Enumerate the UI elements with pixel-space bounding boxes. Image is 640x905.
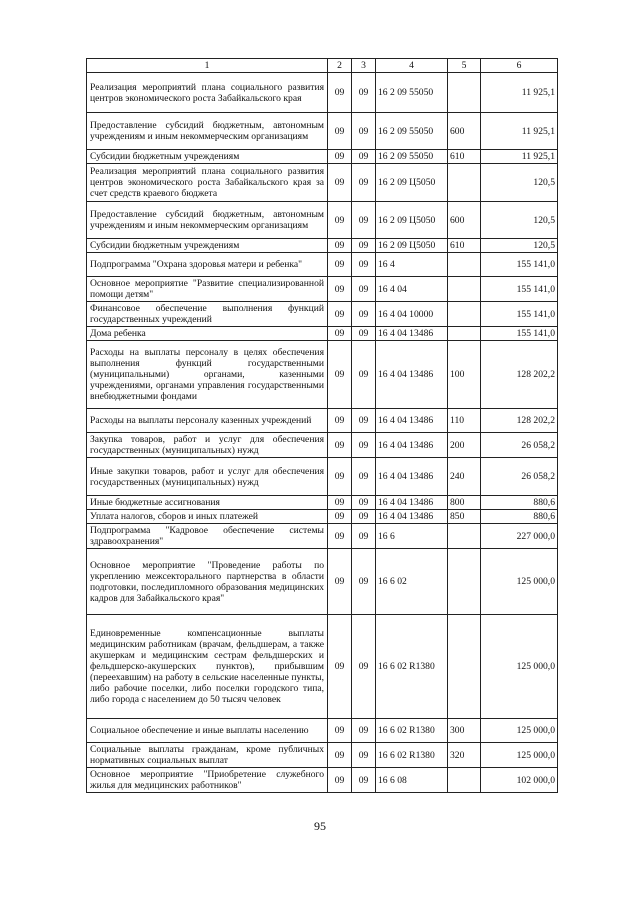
row-vr: 110 [448,409,481,433]
row-vr: 200 [448,433,481,458]
row-vr: 600 [448,113,481,150]
row-podrazdel: 09 [352,202,376,239]
table-row [87,341,558,409]
row-amount: 227 000,0 [481,524,558,549]
row-vr [448,253,481,277]
header-col-3: 3 [352,59,376,73]
row-name: Закупка товаров, работ и услуг для обеспечения государственных (муниципальных) нужд [87,433,328,458]
table-row [87,524,558,549]
table-row [87,302,558,327]
row-podrazdel: 09 [352,549,376,615]
table-row [87,719,558,743]
table-row [87,433,558,458]
row-amount: 128 202,2 [481,341,558,409]
row-razdel: 09 [328,458,352,496]
row-name: Иные бюджетные ассигнования [87,496,328,510]
row-name: Уплата налогов, сборов и иных платежей [87,510,328,524]
row-amount: 102 000,0 [481,768,558,793]
row-csr: 16 4 04 13486 [376,327,448,341]
row-razdel: 09 [328,341,352,409]
row-podrazdel: 09 [352,302,376,327]
row-amount: 125 000,0 [481,743,558,768]
row-razdel: 09 [328,719,352,743]
row-name: Субсидии бюджетным учреждениям [87,150,328,164]
row-razdel: 09 [328,253,352,277]
row-csr: 16 2 09 Ц5050 [376,202,448,239]
row-amount: 120,5 [481,239,558,253]
row-razdel: 09 [328,510,352,524]
row-vr: 100 [448,341,481,409]
row-csr: 16 2 09 55050 [376,113,448,150]
row-podrazdel: 09 [352,73,376,113]
row-name: Социальное обеспечение и иные выплаты населению [87,719,328,743]
row-amount: 11 925,1 [481,113,558,150]
row-podrazdel: 09 [352,150,376,164]
row-podrazdel: 09 [352,277,376,302]
row-razdel: 09 [328,202,352,239]
row-podrazdel: 09 [352,253,376,277]
header-col-1: 1 [87,59,328,73]
row-razdel: 09 [328,409,352,433]
row-podrazdel: 09 [352,743,376,768]
row-name: Подпрограмма "Охрана здоровья матери и ребенка" [87,253,328,277]
row-csr: 16 4 [376,253,448,277]
row-csr: 16 6 02 [376,549,448,615]
row-name: Основное мероприятие "Приобретение служебного жилья для медицинских работников" [87,768,328,793]
row-podrazdel: 09 [352,510,376,524]
row-name: Расходы на выплаты персоналу в целях обеспечения выполнения функций государственными (муниципальными) органами, казенными учреждениями, органами управления государственными внебюджетными фондами [87,341,328,409]
table-row [87,150,558,164]
row-csr: 16 2 09 55050 [376,150,448,164]
row-amount: 155 141,0 [481,302,558,327]
row-amount: 155 141,0 [481,327,558,341]
table-row [87,73,558,113]
row-razdel: 09 [328,768,352,793]
row-vr: 600 [448,202,481,239]
row-csr: 16 6 02 R1380 [376,743,448,768]
row-csr: 16 4 04 13486 [376,510,448,524]
row-razdel: 09 [328,524,352,549]
row-csr: 16 4 04 13486 [376,496,448,510]
table-row [87,458,558,496]
header-col-5: 5 [448,59,481,73]
row-name: Подпрограмма "Кадровое обеспечение системы здравоохранения" [87,524,328,549]
row-podrazdel: 09 [352,113,376,150]
row-vr: 850 [448,510,481,524]
row-name: Расходы на выплаты персоналу казенных учреждений [87,409,328,433]
row-csr: 16 6 [376,524,448,549]
row-csr: 16 2 09 Ц5050 [376,239,448,253]
table-row [87,743,558,768]
row-name: Единовременные компенсационные выплаты медицинским работникам (врачам, фельдшерам, а также акушеркам и медицинским сестрам фельдшерских и фельдшерско-акушерских пунктов), прибывшим (переехавшим) на работу в сельские населенные пункты, либо рабочие поселки, либо поселки городского типа, либо города с населением до 50 тысяч человек [87,615,328,719]
table-row [87,277,558,302]
row-podrazdel: 09 [352,327,376,341]
header-col-2: 2 [328,59,352,73]
row-vr [448,164,481,202]
row-amount: 128 202,2 [481,409,558,433]
row-podrazdel: 09 [352,719,376,743]
budget-table [86,58,558,793]
row-vr: 610 [448,150,481,164]
row-name: Субсидии бюджетным учреждениям [87,239,328,253]
row-amount: 880,6 [481,510,558,524]
row-vr [448,73,481,113]
row-podrazdel: 09 [352,615,376,719]
row-razdel: 09 [328,302,352,327]
row-vr: 300 [448,719,481,743]
row-name: Реализация мероприятий плана социального развития центров экономического роста Забайкальского края за счет средств краевого бюджета [87,164,328,202]
table-row [87,510,558,524]
row-vr [448,327,481,341]
table-row [87,253,558,277]
row-podrazdel: 09 [352,239,376,253]
table-row [87,164,558,202]
row-podrazdel: 09 [352,409,376,433]
table-row [87,768,558,793]
row-vr [448,277,481,302]
row-csr: 16 2 09 55050 [376,73,448,113]
header-col-6: 6 [481,59,558,73]
row-razdel: 09 [328,549,352,615]
row-razdel: 09 [328,615,352,719]
row-podrazdel: 09 [352,458,376,496]
table-row [87,496,558,510]
row-csr: 16 6 08 [376,768,448,793]
table-row [87,327,558,341]
row-name: Дома ребенка [87,327,328,341]
row-csr: 16 4 04 13486 [376,433,448,458]
row-vr: 610 [448,239,481,253]
row-vr [448,524,481,549]
row-vr: 800 [448,496,481,510]
row-amount: 120,5 [481,164,558,202]
row-amount: 155 141,0 [481,277,558,302]
row-amount: 120,5 [481,202,558,239]
row-razdel: 09 [328,743,352,768]
row-podrazdel: 09 [352,496,376,510]
row-vr [448,302,481,327]
row-razdel: 09 [328,277,352,302]
row-amount: 125 000,0 [481,615,558,719]
header-row [87,59,558,73]
row-podrazdel: 09 [352,433,376,458]
row-csr: 16 2 09 Ц5050 [376,164,448,202]
table-row [87,409,558,433]
row-razdel: 09 [328,239,352,253]
row-podrazdel: 09 [352,164,376,202]
row-amount: 11 925,1 [481,73,558,113]
row-razdel: 09 [328,433,352,458]
row-amount: 26 058,2 [481,433,558,458]
row-podrazdel: 09 [352,341,376,409]
row-razdel: 09 [328,150,352,164]
table-row [87,549,558,615]
row-csr: 16 6 02 R1380 [376,615,448,719]
row-csr: 16 4 04 10000 [376,302,448,327]
row-csr: 16 4 04 [376,277,448,302]
row-csr: 16 4 04 13486 [376,409,448,433]
page-number: 95 [314,819,326,833]
row-name: Финансовое обеспечение выполнения функций государственных учреждений [87,302,328,327]
row-csr: 16 6 02 R1380 [376,719,448,743]
row-amount: 125 000,0 [481,549,558,615]
row-amount: 26 058,2 [481,458,558,496]
row-name: Основное мероприятие "Развитие специализированной помощи детям" [87,277,328,302]
row-amount: 155 141,0 [481,253,558,277]
row-name: Предоставление субсидий бюджетным, автономным учреждениям и иным некоммерческим организациям [87,113,328,150]
row-name: Основное мероприятие "Проведение работы по укреплению межсекторального партнерства в области подготовки, последипломного образования медицинских кадров для Забайкальского края" [87,549,328,615]
row-razdel: 09 [328,327,352,341]
row-vr: 240 [448,458,481,496]
row-razdel: 09 [328,73,352,113]
table-row [87,113,558,150]
row-razdel: 09 [328,164,352,202]
row-amount: 11 925,1 [481,150,558,164]
row-razdel: 09 [328,113,352,150]
row-vr [448,768,481,793]
row-podrazdel: 09 [352,524,376,549]
row-vr [448,549,481,615]
row-name: Предоставление субсидий бюджетным, автономным учреждениям и иным некоммерческим организациям [87,202,328,239]
row-csr: 16 4 04 13486 [376,458,448,496]
row-vr [448,615,481,719]
row-amount: 880,6 [481,496,558,510]
row-name: Социальные выплаты гражданам, кроме публичных нормативных социальных выплат [87,743,328,768]
header-col-4: 4 [376,59,448,73]
row-name: Иные закупки товаров, работ и услуг для обеспечения государственных (муниципальных) нужд [87,458,328,496]
row-csr: 16 4 04 13486 [376,341,448,409]
table-row [87,202,558,239]
row-amount: 125 000,0 [481,719,558,743]
row-podrazdel: 09 [352,768,376,793]
table-row [87,615,558,719]
row-vr: 320 [448,743,481,768]
table-row [87,239,558,253]
row-name: Реализация мероприятий плана социального развития центров экономического роста Забайкальского края [87,73,328,113]
row-razdel: 09 [328,496,352,510]
